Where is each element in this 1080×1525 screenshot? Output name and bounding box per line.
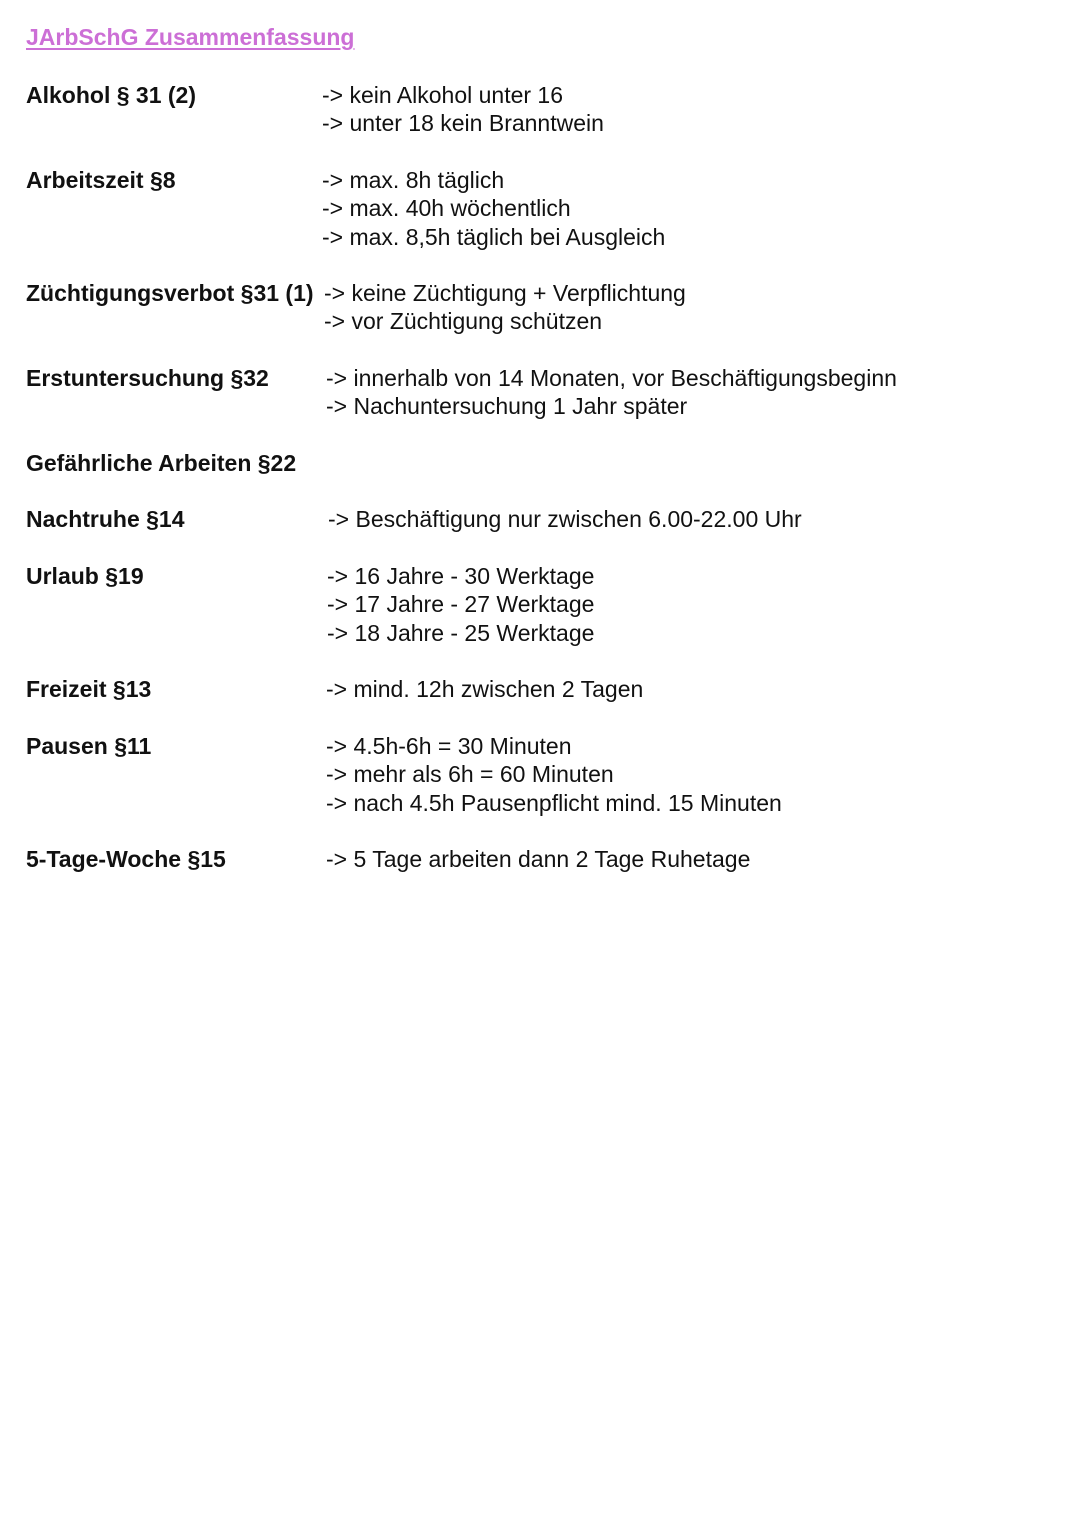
list-item: -> vor Züchtigung schützen — [324, 308, 603, 335]
list-item: -> innerhalb von 14 Monaten, vor Beschäftigungsbeginn — [326, 365, 897, 391]
section-items — [328, 505, 802, 533]
list-item: -> 17 Jahre - 27 Werktage — [327, 591, 595, 618]
list-item: -> max. 8,5h täglich bei Ausgleich — [322, 223, 666, 250]
section-items — [326, 732, 782, 817]
list-item: -> max. 40h wöchentlich — [322, 195, 571, 222]
section-label: Arbeitszeit §8 — [26, 167, 176, 193]
section-label: Alkohol § 31 (2) — [26, 82, 196, 108]
section-items — [326, 845, 750, 873]
section-label: Urlaub §19 — [26, 563, 144, 589]
section-label: 5-Tage-Woche §15 — [26, 846, 226, 872]
list-item: -> nach 4.5h Pausenpflicht mind. 15 Minuten — [326, 789, 782, 816]
section-label: Züchtigungsverbot §31 (1) — [26, 280, 314, 306]
section-label: Gefährliche Arbeiten §22 — [26, 450, 297, 476]
list-item: -> kein Alkohol unter 16 — [322, 82, 564, 108]
section-label: Freizeit §13 — [26, 676, 152, 702]
list-item: -> 4.5h-6h = 30 Minuten — [326, 733, 572, 759]
section-items — [322, 81, 604, 138]
list-item: -> 18 Jahre - 25 Werktage — [327, 619, 595, 646]
section-label: Erstuntersuchung §32 — [26, 365, 269, 391]
list-item: -> Nachuntersuchung 1 Jahr später — [326, 393, 688, 420]
section-items — [326, 675, 643, 703]
section-items — [324, 279, 686, 336]
section-label: Pausen §11 — [26, 733, 152, 759]
document-title: JArbSchG Zusammenfassung — [26, 24, 355, 50]
section-items — [327, 562, 594, 647]
list-item: -> 5 Tage arbeiten dann 2 Tage Ruhetage — [326, 846, 751, 872]
section-label: Nachtruhe §14 — [26, 506, 185, 532]
list-item: -> 16 Jahre - 30 Werktage — [327, 563, 595, 589]
list-item: -> Beschäftigung nur zwischen 6.00-22.00 Uhr — [328, 506, 802, 532]
list-item: -> max. 8h täglich — [322, 167, 505, 193]
list-item: -> mind. 12h zwischen 2 Tagen — [326, 676, 644, 702]
list-item: -> mehr als 6h = 60 Minuten — [326, 761, 614, 788]
list-item: -> keine Züchtigung + Verpflichtung — [324, 280, 686, 306]
section-items — [322, 166, 665, 251]
list-item: -> unter 18 kein Branntwein — [322, 110, 604, 137]
section-items — [326, 364, 897, 421]
